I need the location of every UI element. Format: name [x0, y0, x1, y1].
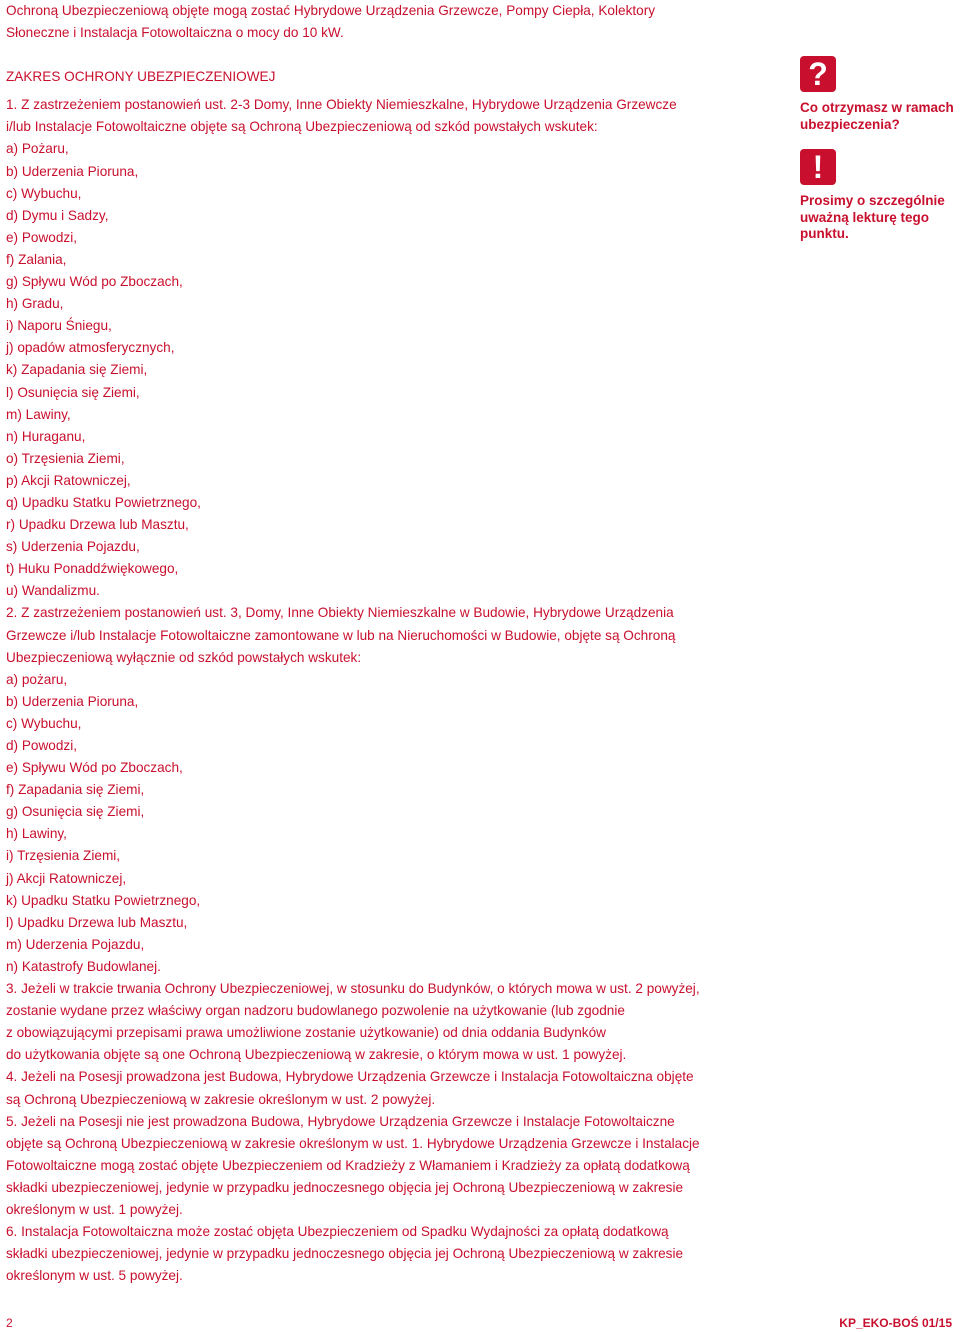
list-item: n) Huraganu, [6, 428, 86, 444]
paragraph-line: 5. Jeżeli na Posesji nie jest prowadzona Budowa, Hybrydowe Urządzenia Grzewcze i Instalacje Fotowoltaiczne [6, 1113, 675, 1129]
section-1-lead-line: i/lub Instalacje Fotowoltaiczne objęte są Ochroną Ubezpieczeniową od szkód powstałych wskutek: [6, 119, 598, 135]
list-item: g) Spływu Wód po Zboczach, [6, 274, 183, 290]
paragraph-line: Fotowoltaiczne mogą zostać objęte Ubezpieczeniem od Kradzieży z Włamaniem i Kradzieży za opłatą dodatkową [6, 1157, 690, 1173]
paragraph-line: z obowiązującymi przepisami prawa umożliwione zostanie użytkowanie) od dnia oddania Budynków [6, 1025, 606, 1041]
list-item: q) Upadku Statku Powietrznego, [6, 494, 201, 510]
list-item: l) Upadku Drzewa lub Masztu, [6, 914, 188, 930]
list-item: c) Wybuchu, [6, 185, 82, 201]
attention-callout [800, 149, 958, 243]
list-item: k) Zapadania się Ziemi, [6, 362, 148, 378]
section-1 [6, 94, 786, 602]
sidebar [800, 56, 958, 259]
paragraph-line: określonym w ust. 5 powyżej. [6, 1268, 183, 1284]
section-4 [6, 1066, 786, 1110]
section-6 [6, 1221, 786, 1287]
paragraph-line: do użytkowania objęte są one Ochroną Ubezpieczeniową w zakresie, o którym mowa w ust. 1 powyżej. [6, 1047, 627, 1063]
list-item: e) Spływu Wód po Zboczach, [6, 760, 183, 776]
intro-line-2: Słoneczne i Instalacja Fotowoltaiczna o mocy do 10 kW. [6, 25, 344, 41]
paragraph-line: 3. Jeżeli w trakcie trwania Ochrony Ubezpieczeniowej, w stosunku do Budynków, o których mowa w ust. 2 powyżej, [6, 981, 700, 997]
list-item: p) Akcji Ratowniczej, [6, 472, 131, 488]
attention-callout-text: Prosimy o szczególnie uważną lekturę tego punktu. [800, 193, 945, 241]
main-content [6, 0, 786, 1287]
list-item: u) Wandalizmu. [6, 583, 100, 599]
paragraph-line: 4. Jeżeli na Posesji prowadzona jest Budowa, Hybrydowe Urządzenia Grzewcze i Instalacja Fotowoltaiczna objęte [6, 1069, 694, 1085]
question-mark-icon: ? [800, 56, 836, 92]
question-callout-text: Co otrzymasz w ramach ubezpieczenia? [800, 100, 954, 132]
list-item: s) Uderzenia Pojazdu, [6, 539, 140, 555]
paragraph-line: są Ochroną Ubezpieczeniową w zakresie określonym w ust. 2 powyżej. [6, 1091, 436, 1107]
list-item: f) Zapadania się Ziemi, [6, 782, 145, 798]
list-item: h) Lawiny, [6, 826, 67, 842]
list-item: i) Trzęsienia Ziemi, [6, 848, 121, 864]
paragraph-line: 6. Instalacja Fotowoltaiczna może zostać objęta Ubezpieczeniem od Spadku Wydajności za opłatą dodatkową [6, 1224, 669, 1240]
list-item: l) Osunięcia się Ziemi, [6, 384, 140, 400]
intro-line-1: Ochroną Ubezpieczeniową objęte mogą zostać Hybrydowe Urządzenia Grzewcze, Pompy Ciepła, Kolektory [6, 3, 656, 18]
list-item: j) opadów atmosferycznych, [6, 340, 175, 356]
section-2-lead-line: Ubezpieczeniową wyłącznie od szkód powstałych wskutek: [6, 649, 362, 665]
list-item: r) Upadku Drzewa lub Masztu, [6, 517, 189, 533]
list-item: i) Naporu Śniegu, [6, 318, 112, 334]
paragraph-line: składki ubezpieczeniowej, jedynie w przypadku jednoczesnego objęcia jej Ochroną Ubezpieczeniową w zakresie [6, 1179, 684, 1195]
list-item: n) Katastrofy Budowlanej. [6, 958, 161, 974]
list-item: d) Dymu i Sadzy, [6, 207, 109, 223]
list-item: k) Upadku Statku Powietrznego, [6, 892, 201, 908]
list-item: o) Trzęsienia Ziemi, [6, 450, 125, 466]
list-item: b) Uderzenia Pioruna, [6, 693, 139, 709]
section-5 [6, 1111, 786, 1221]
list-item: m) Uderzenia Pojazdu, [6, 936, 145, 952]
list-item: h) Gradu, [6, 296, 64, 312]
list-item: e) Powodzi, [6, 229, 78, 245]
list-item: m) Lawiny, [6, 406, 71, 422]
paragraph-line: określonym w ust. 1 powyżej. [6, 1201, 183, 1217]
paragraph-line: zostanie wydane przez właściwy organ nadzoru budowlanego pozwolenie na użytkowanie (lub zgodnie [6, 1003, 625, 1019]
section-2 [6, 602, 786, 978]
list-item: g) Osunięcia się Ziemi, [6, 804, 145, 820]
section-3 [6, 978, 786, 1066]
exclamation-icon: ! [800, 149, 836, 185]
section-heading: ZAKRES OCHRONY UBEZPIECZENIOWEJ [6, 69, 276, 85]
list-item: a) pożaru, [6, 671, 68, 687]
list-item: d) Powodzi, [6, 738, 78, 753]
section-2-lead-line: 2. Z zastrzeżeniem postanowień ust. 3, Domy, Inne Obiekty Niemieszkalne w Budowie, Hybrydowe Urządzenia [6, 605, 674, 621]
list-item: f) Zalania, [6, 251, 67, 267]
section-2-lead-line: Grzewcze i/lub Instalacje Fotowoltaiczne zamontowane w lub na Nieruchomości w Budowie, objęte są Ochroną [6, 627, 676, 643]
paragraph-line: składki ubezpieczeniowej, jedynie w przypadku jednoczesnego objęcia jej Ochroną Ubezpieczeniową w zakresie [6, 1246, 684, 1262]
list-item: c) Wybuchu, [6, 715, 82, 731]
list-item: j) Akcji Ratowniczej, [6, 870, 127, 886]
paragraph-line: objęte są Ochroną Ubezpieczeniową w zakresie określonym w ust. 1. Hybrydowe Urządzenia Grzewcze i Instalacje [6, 1135, 700, 1151]
question-callout [800, 56, 958, 133]
list-item: a) Pożaru, [6, 141, 69, 157]
page-number: 2 [6, 1316, 13, 1330]
list-item: t) Huku Ponaddźwiękowego, [6, 561, 179, 577]
document-code: KP_EKO-BOŚ 01/15 [839, 1316, 952, 1330]
section-1-lead-line: 1. Z zastrzeżeniem postanowień ust. 2-3 Domy, Inne Obiekty Niemieszkalne, Hybrydowe Urządzenia Grzewcze [6, 97, 677, 113]
list-item: b) Uderzenia Pioruna, [6, 163, 139, 179]
